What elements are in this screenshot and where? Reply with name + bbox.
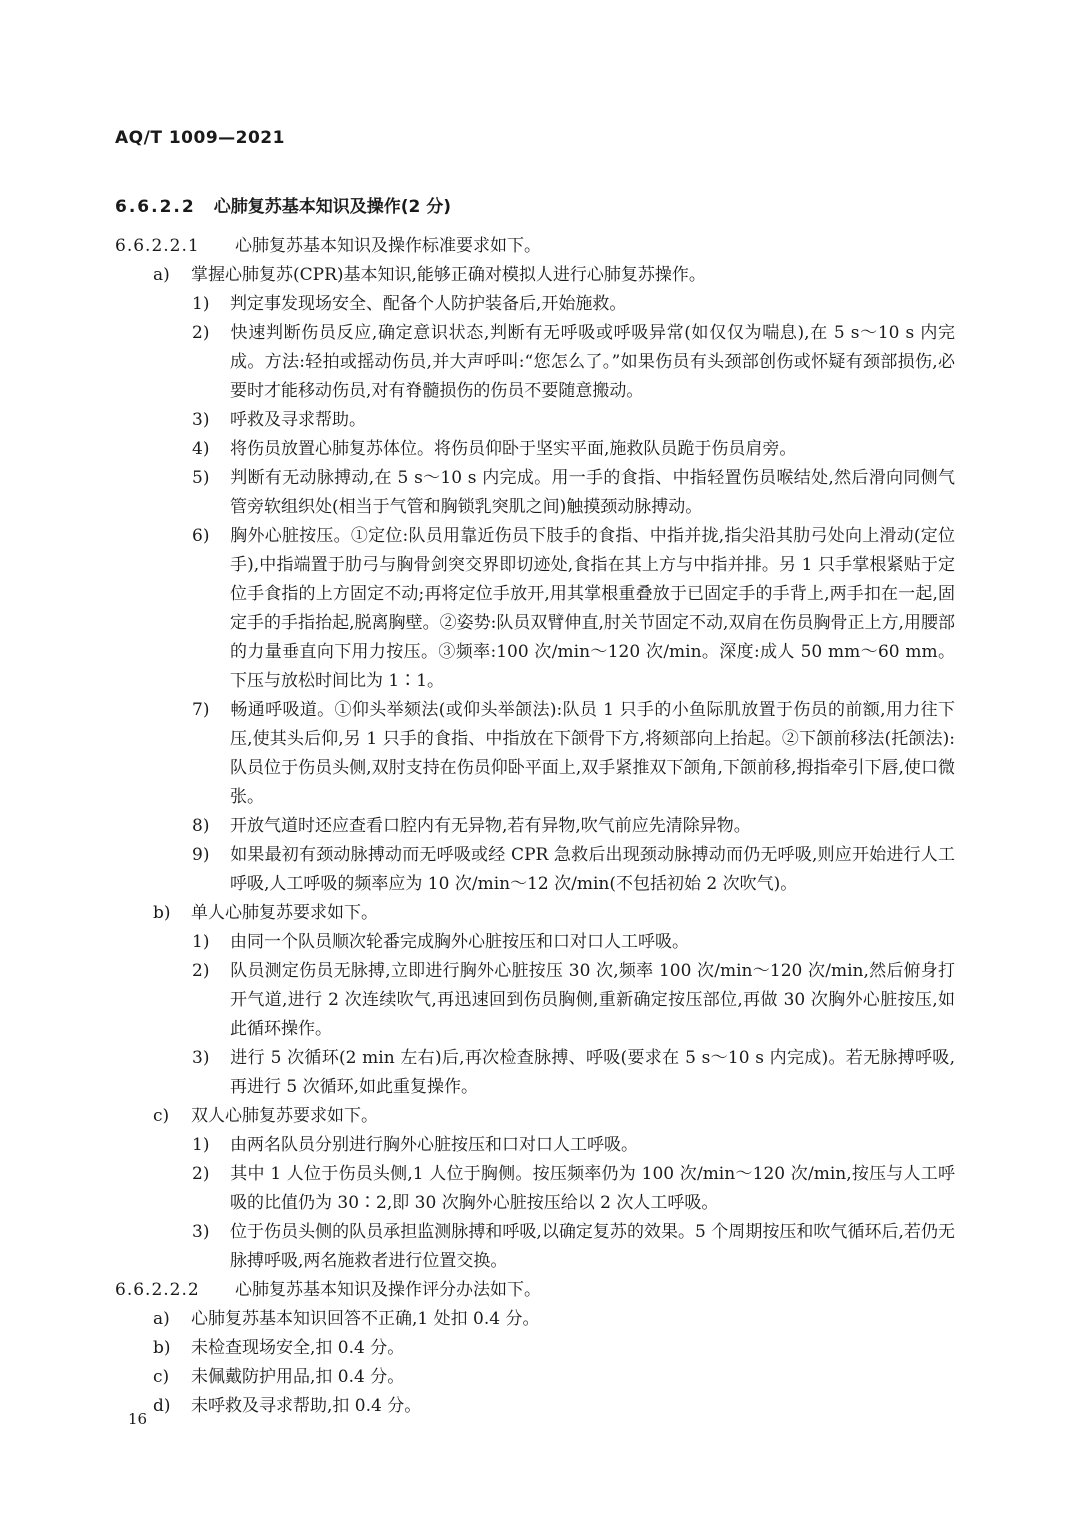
list-marker: 1) [192,932,210,952]
list-item [115,319,955,406]
list-item-text: 位于伤员头侧的队员承担监测脉搏和呼吸,以确定复苏的效果。5 个周期按压和吹气循环后,若仍无脉搏呼吸,两名施救者进行位置交换。 [230,1222,955,1271]
list-item [115,696,955,812]
list-item-text: 掌握心肺复苏(CPR)基本知识,能够正确对模拟人进行心肺复苏操作。 [191,265,706,285]
list-marker: b) [153,903,171,923]
list-item [115,812,955,841]
list-marker: 5) [192,468,210,488]
list-item-text: 快速判断伤员反应,确定意识状态,判断有无呼吸或呼吸异常(如仅仅为喘息),在 5 s～10 s 内完成。方法:轻拍或摇动伤员,并大声呼叫:“您怎么了。”如果伤员有头颈部创伤或怀疑有颈部损伤,必要时才能移动伤员,对有脊髓损伤的伤员不要随意搬动。 [230,323,955,401]
list-item-text: 未检查现场安全,扣 0.4 分。 [191,1338,405,1358]
list-item-text: 单人心肺复苏要求如下。 [191,903,378,923]
standard-code: AQ/T 1009—2021 [115,128,285,148]
list-marker: 1) [192,1135,210,1155]
list-marker: 3) [192,1048,210,1068]
list-item-a [115,261,955,290]
subsection-number: 6.6.2.2.1 [115,236,200,256]
list-marker: 3) [192,410,210,430]
list-marker: 4) [192,439,210,459]
list-item [115,1131,955,1160]
list-marker: c) [153,1106,170,1126]
subsection-title: 心肺复苏基本知识及操作评分办法如下。 [235,1280,541,1300]
list-marker: b) [153,1338,171,1358]
list-item-text: 心肺复苏基本知识回答不正确,1 处扣 0.4 分。 [191,1309,540,1329]
list-item-b [115,899,955,928]
list-item-text: 胸外心脏按压。①定位:队员用靠近伤员下肢手的食指、中指并拢,指尖沿其肋弓处向上滑动(定位手),中指端置于肋弓与胸骨剑突交界即切迹处,食指在其上方与中指并排。另 1 只手掌根紧贴于定位手食指的上方固定不动;再将定位手放开,用其掌根重叠放于已固定手的手背上,两手扣在一起,固定手的手指抬起,脱离胸壁。②姿势:队员双臂伸直,肘关节固定不动,双肩在伤员胸骨正上方,用腰部的力量垂直向下用力按压。③频率:100 次/min～120 次/min。深度:成人 50 mm～60 mm。下压与放松时间比为 1∶1。 [230,526,955,691]
list-item-text: 判定事发现场安全、配备个人防护装备后,开始施救。 [230,294,627,314]
list-marker: 7) [192,700,210,720]
list-item [115,290,955,319]
subsection-heading-2 [115,1276,955,1305]
list-item [115,1218,955,1276]
list-item-c [115,1102,955,1131]
list-item [115,841,955,899]
list-marker: 2) [192,1164,210,1184]
list-item-text: 由同一个队员顺次轮番完成胸外心脏按压和口对口人工呼吸。 [230,932,689,952]
list-item [115,435,955,464]
subsection-number: 6.6.2.2.2 [115,1280,200,1300]
list-marker: d) [153,1396,171,1416]
section-number: 6.6.2.2 [115,197,196,217]
list-item-text: 判断有无动脉搏动,在 5 s～10 s 内完成。用一手的食指、中指轻置伤员喉结处,然后滑向同侧气管旁软组织处(相当于气管和胸锁乳突肌之间)触摸颈动脉搏动。 [230,468,955,517]
list-item-text: 双人心肺复苏要求如下。 [191,1106,378,1126]
list-marker: a) [153,265,170,285]
list-marker: c) [153,1367,170,1387]
list-item-text: 未佩戴防护用品,扣 0.4 分。 [191,1367,405,1387]
section-title: 心肺复苏基本知识及操作(2 分) [213,197,451,217]
list-item [115,522,955,696]
list-item-text: 开放气道时还应查看口腔内有无异物,若有异物,吹气前应先清除异物。 [230,816,751,836]
list-item [115,406,955,435]
scoring-item [115,1392,955,1421]
scoring-item [115,1305,955,1334]
scoring-item [115,1334,955,1363]
page-number: 16 [128,1410,148,1428]
list-item-text: 其中 1 人位于伤员头侧,1 人位于胸侧。按压频率仍为 100 次/min～120 次/min,按压与人工呼吸的比值仍为 30∶2,即 30 次胸外心脏按压给以 2 次人工呼吸。 [230,1164,955,1213]
subsection-title: 心肺复苏基本知识及操作标准要求如下。 [235,236,541,256]
list-item-text: 畅通呼吸道。①仰头举颏法(或仰头举颌法):队员 1 只手的小鱼际肌放置于伤员的前额,用力往下压,使其头后仰,另 1 只手的食指、中指放在下颌骨下方,将颏部向上抬起。②下颌前移法(托颌法):队员位于伤员头侧,双肘支持在伤员仰卧平面上,双手紧推双下颌角,下颌前移,拇指牵引下唇,使口微张。 [230,700,955,807]
scoring-item [115,1363,955,1392]
list-item-text: 由两名队员分别进行胸外心脏按压和口对口人工呼吸。 [230,1135,638,1155]
subsection-heading-1 [115,232,955,261]
list-item-text: 呼救及寻求帮助。 [230,410,366,430]
list-marker: 3) [192,1222,210,1242]
list-marker: 8) [192,816,210,836]
list-item-text: 队员测定伤员无脉搏,立即进行胸外心脏按压 30 次,频率 100 次/min～120 次/min,然后俯身打开气道,进行 2 次连续吹气,再迅速回到伤员胸侧,重新确定按压部位,再做 30 次胸外心脏按压,如此循环操作。 [230,961,955,1039]
list-item [115,1160,955,1218]
list-item-text: 未呼救及寻求帮助,扣 0.4 分。 [191,1396,422,1416]
list-marker: 6) [192,526,210,546]
list-marker: a) [153,1309,170,1329]
list-marker: 2) [192,961,210,981]
list-item [115,464,955,522]
list-marker: 2) [192,323,210,343]
list-item-text: 将伤员放置心肺复苏体位。将伤员仰卧于坚实平面,施救队员跪于伤员肩旁。 [230,439,797,459]
list-item-text: 进行 5 次循环(2 min 左右)后,再次检查脉搏、呼吸(要求在 5 s～10 s 内完成)。若无脉搏呼吸,再进行 5 次循环,如此重复操作。 [230,1048,955,1097]
list-marker: 1) [192,294,210,314]
document-body [115,232,955,1421]
list-item [115,957,955,1044]
list-item-text: 如果最初有颈动脉搏动而无呼吸或经 CPR 急救后出现颈动脉搏动而仍无呼吸,则应开始进行人工呼吸,人工呼吸的频率应为 10 次/min～12 次/min(不包括初始 2 次吹气)。 [230,845,955,894]
list-marker: 9) [192,845,210,865]
list-item [115,928,955,957]
section-heading [115,192,451,217]
list-item [115,1044,955,1102]
